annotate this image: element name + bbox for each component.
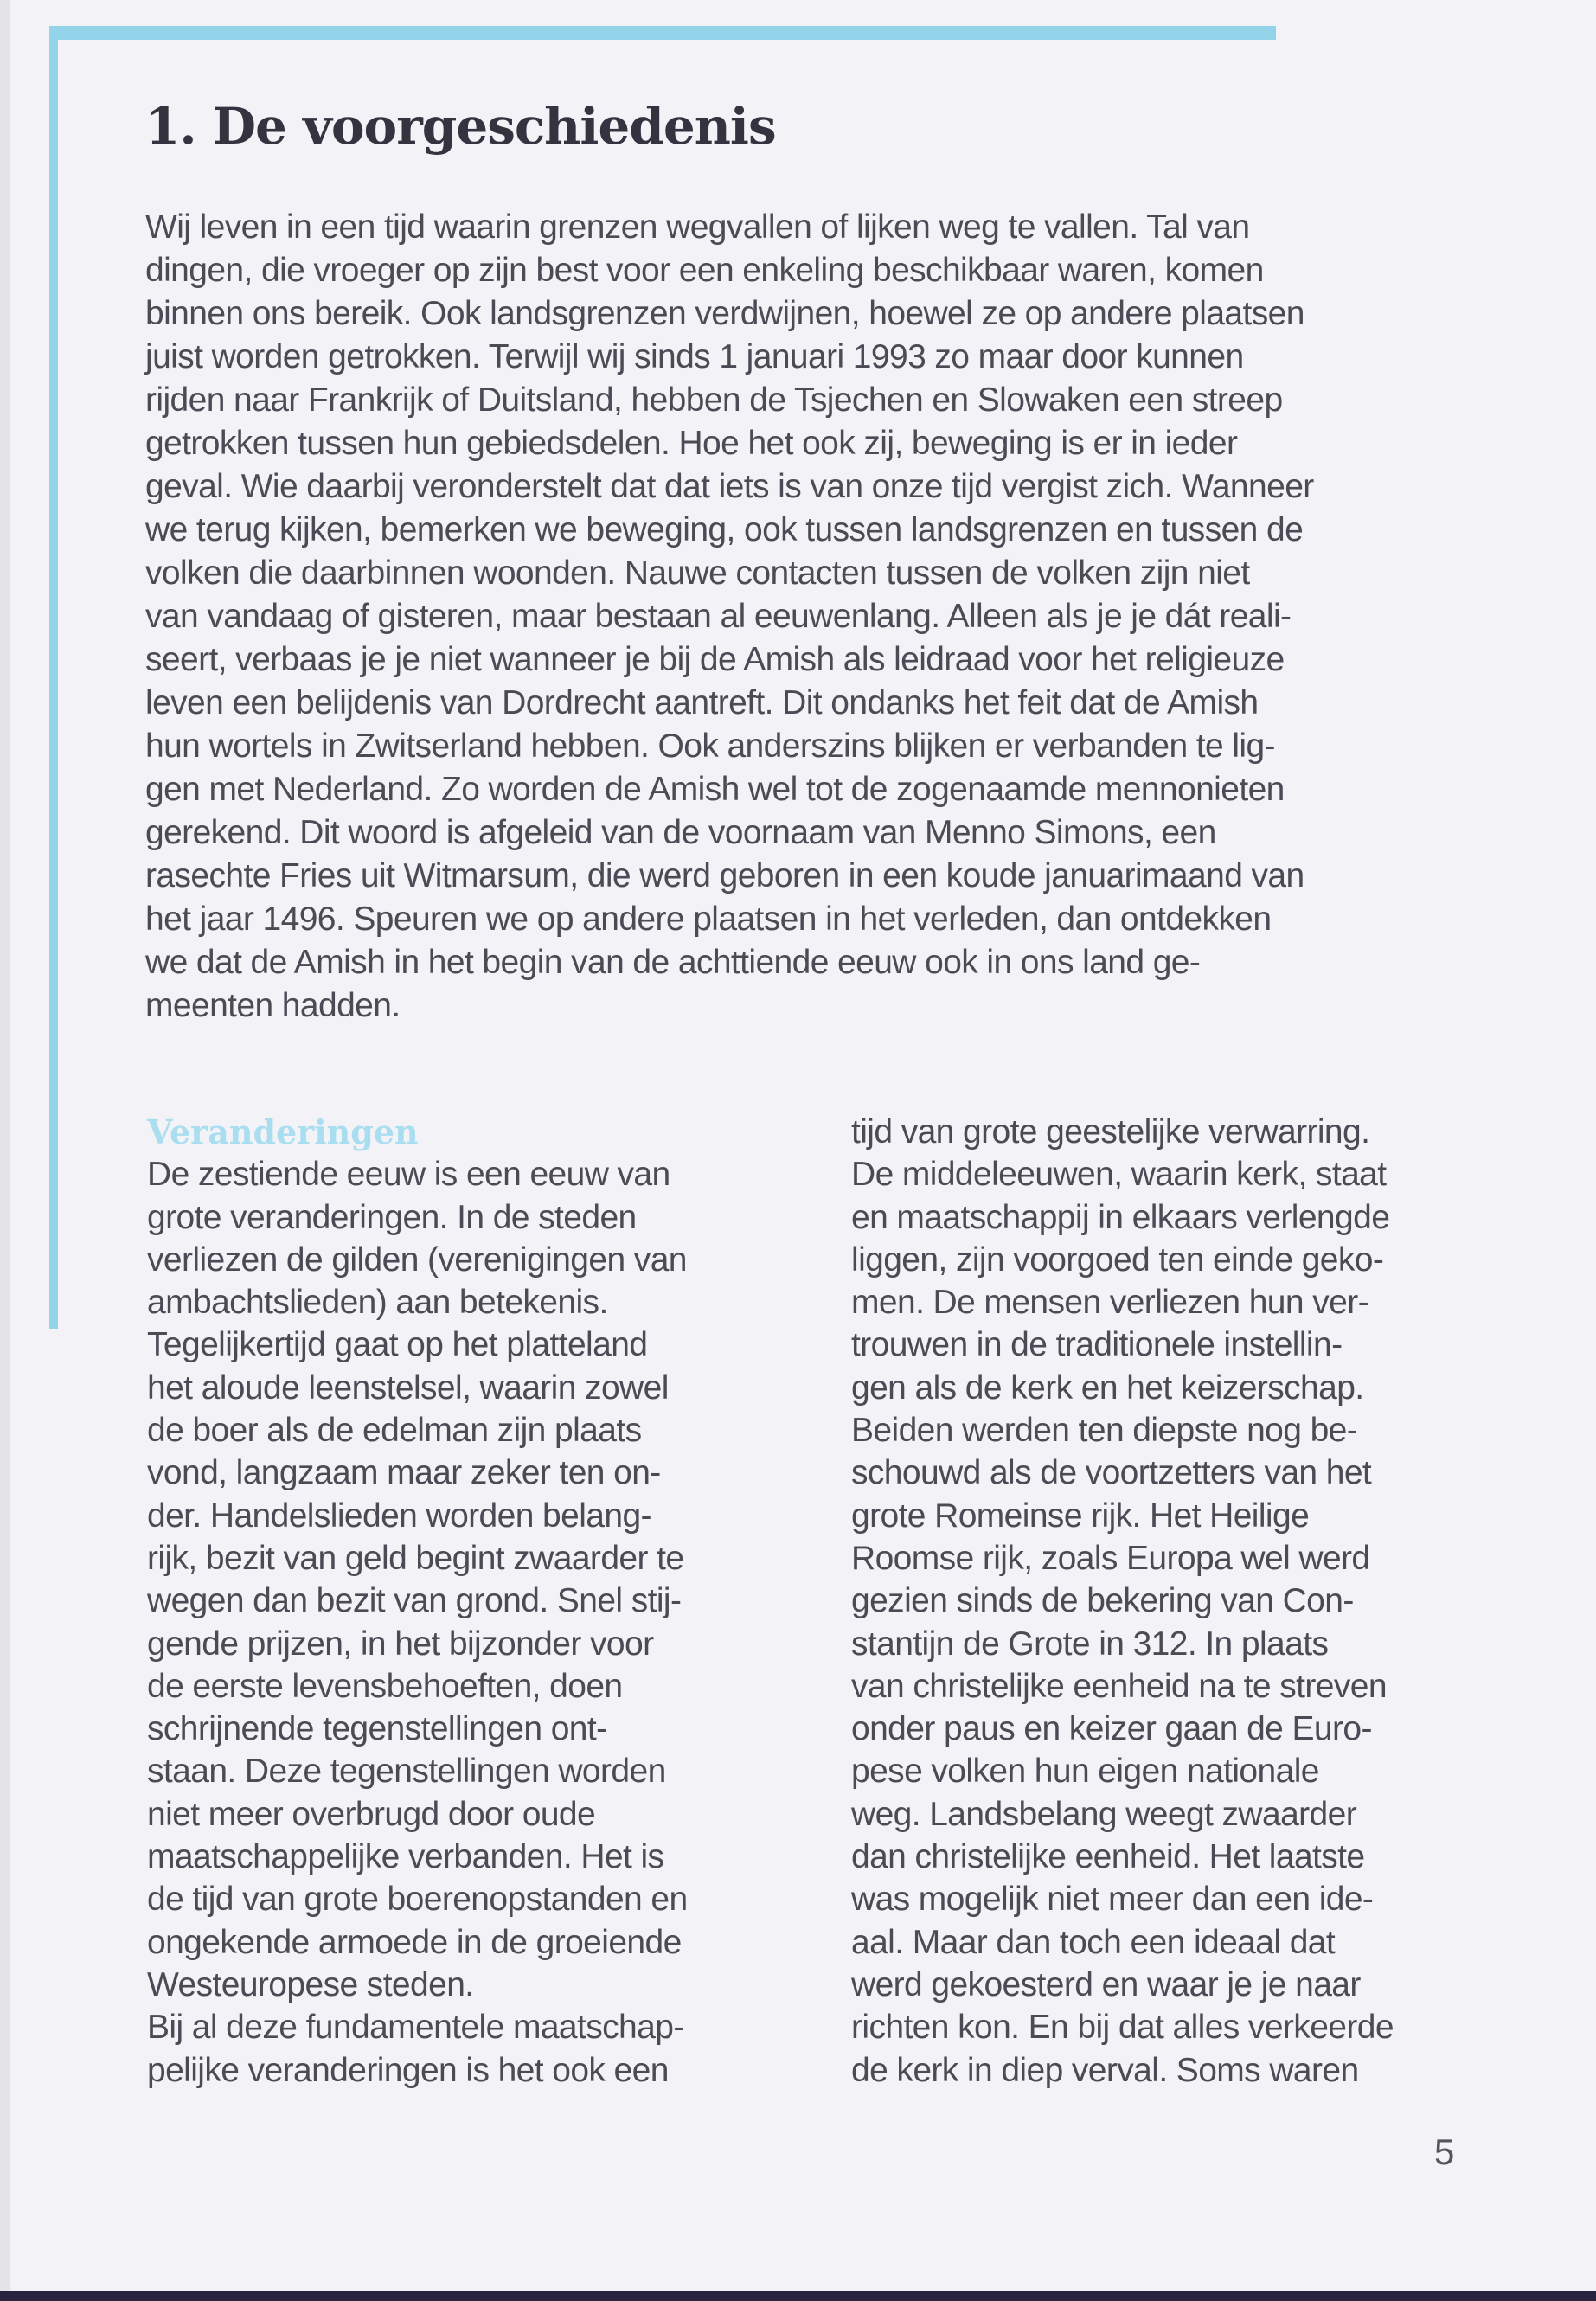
text-line: richten kon. En bij dat alles verkeerde — [851, 2009, 1394, 2047]
text-line: grote Romeinse rijk. Het Heilige — [851, 1497, 1310, 1535]
text-line: juist worden getrokken. Terwijl wij sinds 1 januari 1993 zo maar door kunnen — [145, 338, 1244, 375]
text-line: der. Handelslieden worden belang- — [147, 1497, 651, 1535]
text-line: trouwen in de traditionele instellin- — [851, 1326, 1343, 1364]
accent-bar-left — [49, 26, 58, 1329]
text-line: Westeuropese steden. — [147, 1965, 474, 2003]
intro-paragraph — [145, 206, 1495, 1028]
text-line: leven een belijdenis van Dordrecht aantreft. Dit ondanks het feit dat de Amish — [145, 684, 1259, 721]
text-line: meenten hadden. — [145, 987, 401, 1024]
text-line: De middeleeuwen, waarin kerk, staat — [851, 1156, 1387, 1194]
text-line: Bij al deze fundamentele maatschap- — [147, 2009, 684, 2047]
text-line: schrijnende tegenstellingen ont- — [147, 1710, 607, 1748]
text-line: maatschappelijke verbanden. Het is — [147, 1838, 664, 1876]
text-line: gen als de kerk en het keizerschap. — [851, 1368, 1364, 1407]
text-line: de tijd van grote boerenopstanden en — [147, 1881, 688, 1919]
left-column — [147, 1111, 822, 2092]
right-column — [851, 1111, 1526, 2092]
page-edge — [0, 0, 10, 2301]
text-line: dingen, die vroeger op zijn best voor een enkeling beschikbaar waren, komen — [145, 252, 1264, 289]
text-line: de kerk in diep verval. Soms waren — [851, 2051, 1359, 2089]
text-line: stantijn de Grote in 312. In plaats — [851, 1625, 1329, 1663]
text-line: De zestiende eeuw is een eeuw van — [147, 1156, 670, 1194]
text-line: liggen, zijn voorgoed ten einde geko- — [851, 1240, 1384, 1279]
text-line: Wij leven in een tijd waarin grenzen wegvallen of lijken weg te vallen. Tal van — [145, 208, 1250, 246]
text-line: getrokken tussen hun gebiedsdelen. Hoe het ook zij, beweging is er in ieder — [145, 425, 1238, 462]
text-line: ongekende armoede in de groeiende — [147, 1923, 682, 1961]
text-line: schouwd als de voortzetters van het — [851, 1454, 1372, 1492]
section-heading: Veranderingen — [147, 1112, 419, 1151]
text-line: de eerste levensbehoeften, doen — [147, 1667, 623, 1705]
text-line: weg. Landsbelang weegt zwaarder — [851, 1795, 1357, 1833]
text-line: seert, verbaas je je niet wanneer je bij de Amish als leidraad voor het religieuze — [145, 641, 1285, 678]
text-line: niet meer overbrugd door oude — [147, 1795, 596, 1833]
chapter-title: 1. De voorgeschiedenis — [145, 97, 776, 156]
text-line: Tegelijkertijd gaat op het platteland — [147, 1326, 648, 1364]
text-line: rasechte Fries uit Witmarsum, die werd geboren in een koude januarimaand van — [145, 857, 1304, 894]
text-line: en maatschappij in elkaars verlengde — [851, 1198, 1390, 1236]
text-line: we dat de Amish in het begin van de achttiende eeuw ook in ons land ge- — [145, 944, 1201, 981]
text-line: de boer als de edelman zijn plaats — [147, 1412, 642, 1450]
text-line: gen met Nederland. Zo worden de Amish wel tot de zogenaamde mennonieten — [145, 771, 1285, 808]
text-line: onder paus en keizer gaan de Euro- — [851, 1710, 1372, 1748]
text-line: Roomse rijk, zoals Europa wel werd — [851, 1539, 1370, 1577]
text-line: van vandaag of gisteren, maar bestaan al eeuwenlang. Alleen als je je dát reali- — [145, 598, 1292, 635]
text-line: geval. Wie daarbij veronderstelt dat dat iets is van onze tijd vergist zich. Wanneer — [145, 468, 1314, 505]
text-line: was mogelijk niet meer dan een ide- — [851, 1881, 1374, 1919]
text-line: grote veranderingen. In de steden — [147, 1198, 637, 1236]
text-line: van christelijke eenheid na te streven — [851, 1667, 1387, 1705]
text-line: pese volken hun eigen nationale — [851, 1753, 1319, 1791]
text-line: rijden naar Frankrijk of Duitsland, hebben de Tsjechen en Slowaken een streep — [145, 381, 1283, 419]
text-line: men. De mensen verliezen hun ver- — [851, 1284, 1368, 1322]
text-line: Beiden werden ten diepste nog be- — [851, 1412, 1358, 1450]
text-line: pelijke veranderingen is het ook een — [147, 2051, 669, 2089]
text-line: wegen dan bezit van grond. Snel stij- — [147, 1582, 682, 1620]
accent-bar-top — [49, 26, 1276, 40]
text-line: binnen ons bereik. Ook landsgrenzen verdwijnen, hoewel ze op andere plaatsen — [145, 295, 1304, 332]
text-line: aal. Maar dan toch een ideaal dat — [851, 1923, 1336, 1961]
text-line: gerekend. Dit woord is afgeleid van de voornaam van Menno Simons, een — [145, 814, 1216, 851]
text-line: we terug kijken, bemerken we beweging, ook tussen landsgrenzen en tussen de — [145, 511, 1304, 548]
text-line: het jaar 1496. Speuren we op andere plaatsen in het verleden, dan ontdekken — [145, 901, 1272, 938]
text-line: het aloude leenstelsel, waarin zowel — [147, 1368, 669, 1407]
text-line: volken die daarbinnen woonden. Nauwe contacten tussen de volken zijn niet — [145, 554, 1250, 592]
text-line: verliezen de gilden (verenigingen van — [147, 1240, 687, 1279]
text-line: hun wortels in Zwitserland hebben. Ook anderszins blijken er verbanden te lig- — [145, 727, 1275, 765]
text-line: gende prijzen, in het bijzonder voor — [147, 1625, 654, 1663]
scan-bottom-edge — [0, 2291, 1596, 2301]
text-line: ambachtslieden) aan betekenis. — [147, 1284, 608, 1322]
text-line: vond, langzaam maar zeker ten on- — [147, 1454, 661, 1492]
text-line: werd gekoesterd en waar je je naar — [851, 1965, 1361, 2003]
page-number: 5 — [1434, 2131, 1455, 2172]
text-line: gezien sinds de bekering van Con- — [851, 1582, 1354, 1620]
text-line: rijk, bezit van geld begint zwaarder te — [147, 1539, 684, 1577]
text-line: tijd van grote geestelijke verwarring. — [851, 1113, 1370, 1150]
text-line: staan. Deze tegenstellingen worden — [147, 1753, 666, 1791]
text-line: dan christelijke eenheid. Het laatste — [851, 1838, 1365, 1876]
